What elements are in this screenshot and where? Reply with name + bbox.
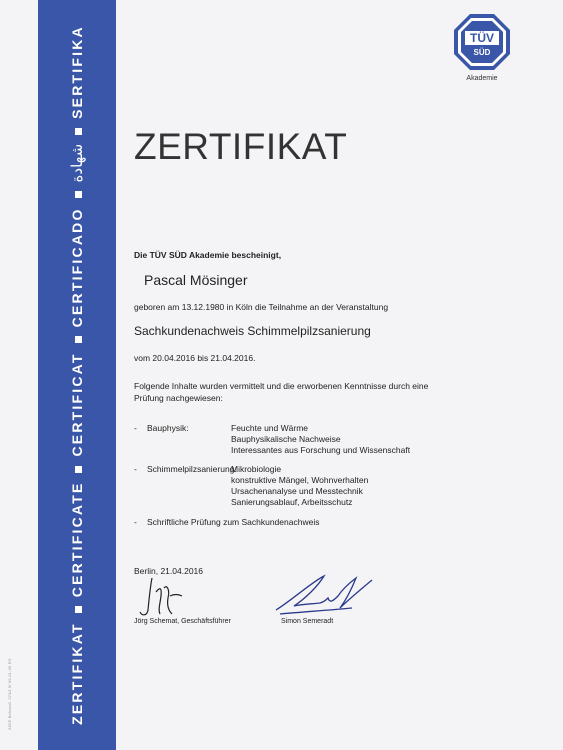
topic-detail: konstruktive Mängel, Wohnverhalten: [231, 475, 369, 485]
band-word-certificate: CERTIFICATE: [69, 481, 85, 598]
band-word-zertifikat: ZERTIFIKAT: [69, 622, 85, 725]
document-code: AfGE Behandl. 07&3 9/ 09-01-09 RS: [7, 658, 12, 730]
logo-tuv-text: TÜV: [470, 31, 494, 45]
topic-details: [231, 464, 368, 508]
topic-label: Schimmelpilzsanierung:: [147, 464, 237, 474]
band-separator: [75, 191, 82, 198]
attestation-line: Die TÜV SÜD Akademie bescheinigt,: [134, 250, 282, 260]
band-separator: [75, 466, 82, 473]
band-separator: [75, 128, 82, 135]
topic-detail: Interessantes aus Forschung und Wissenschaft: [231, 445, 411, 455]
topic-dash: -: [134, 517, 137, 527]
band-word-certificat: CERTIFICAT: [69, 352, 85, 457]
certificate-title: ZERTIFIKAT: [134, 126, 348, 167]
topic-dash: -: [134, 464, 137, 474]
signer-name-schemat: Jörg Schemat, Geschäftsführer: [134, 618, 231, 625]
place-date: Berlin, 21.04.2016: [134, 566, 203, 576]
logo-sud-text: SÜD: [473, 48, 491, 57]
side-band-text: [68, 10, 86, 740]
topic-details: [231, 423, 410, 456]
band-separator: [75, 606, 82, 613]
tuv-sud-logo: [452, 12, 512, 72]
band-separator: [75, 336, 82, 343]
topic-label: Bauphysik:: [147, 423, 189, 433]
logo-caption: Akademie: [466, 75, 498, 82]
band-word-arabic: شهادة: [68, 143, 86, 183]
course-name: Sachkundenachweis Schimmelpilzsanierung: [134, 324, 371, 338]
recipient-name: Pascal Mösinger: [144, 272, 248, 288]
topic-detail: Mikrobiologie: [231, 464, 282, 474]
signature-semeradt: [272, 570, 376, 620]
birth-line: geboren am 13.12.1980 in Köln die Teilnahme an der Veranstaltung: [134, 302, 389, 312]
topic-dash: -: [134, 423, 137, 433]
topic-detail: Feuchte und Wärme: [231, 423, 309, 433]
signature-schemat: [130, 574, 190, 620]
topic-detail: Ursachenanalyse und Messtechnik: [231, 486, 363, 496]
side-band: [38, 0, 116, 750]
band-word-certificado: CERTIFICADO: [69, 207, 85, 328]
band-word-sertifika: SERTIFIKA: [69, 25, 85, 119]
topic-detail: Bauphysikalische Nachweise: [231, 434, 341, 444]
topic-label: Schriftliche Prüfung zum Sachkundenachweis: [147, 517, 320, 527]
course-dates: vom 20.04.2016 bis 21.04.2016.: [134, 353, 256, 363]
intro-text: Folgende Inhalte wurden vermittelt und die erworbenen Kenntnisse durch eine Prüfung nachgewiesen:: [134, 381, 429, 403]
signer-name-semeradt: Simon Semeradt: [281, 618, 334, 625]
topic-detail: Sanierungsablauf, Arbeitsschutz: [231, 497, 353, 507]
